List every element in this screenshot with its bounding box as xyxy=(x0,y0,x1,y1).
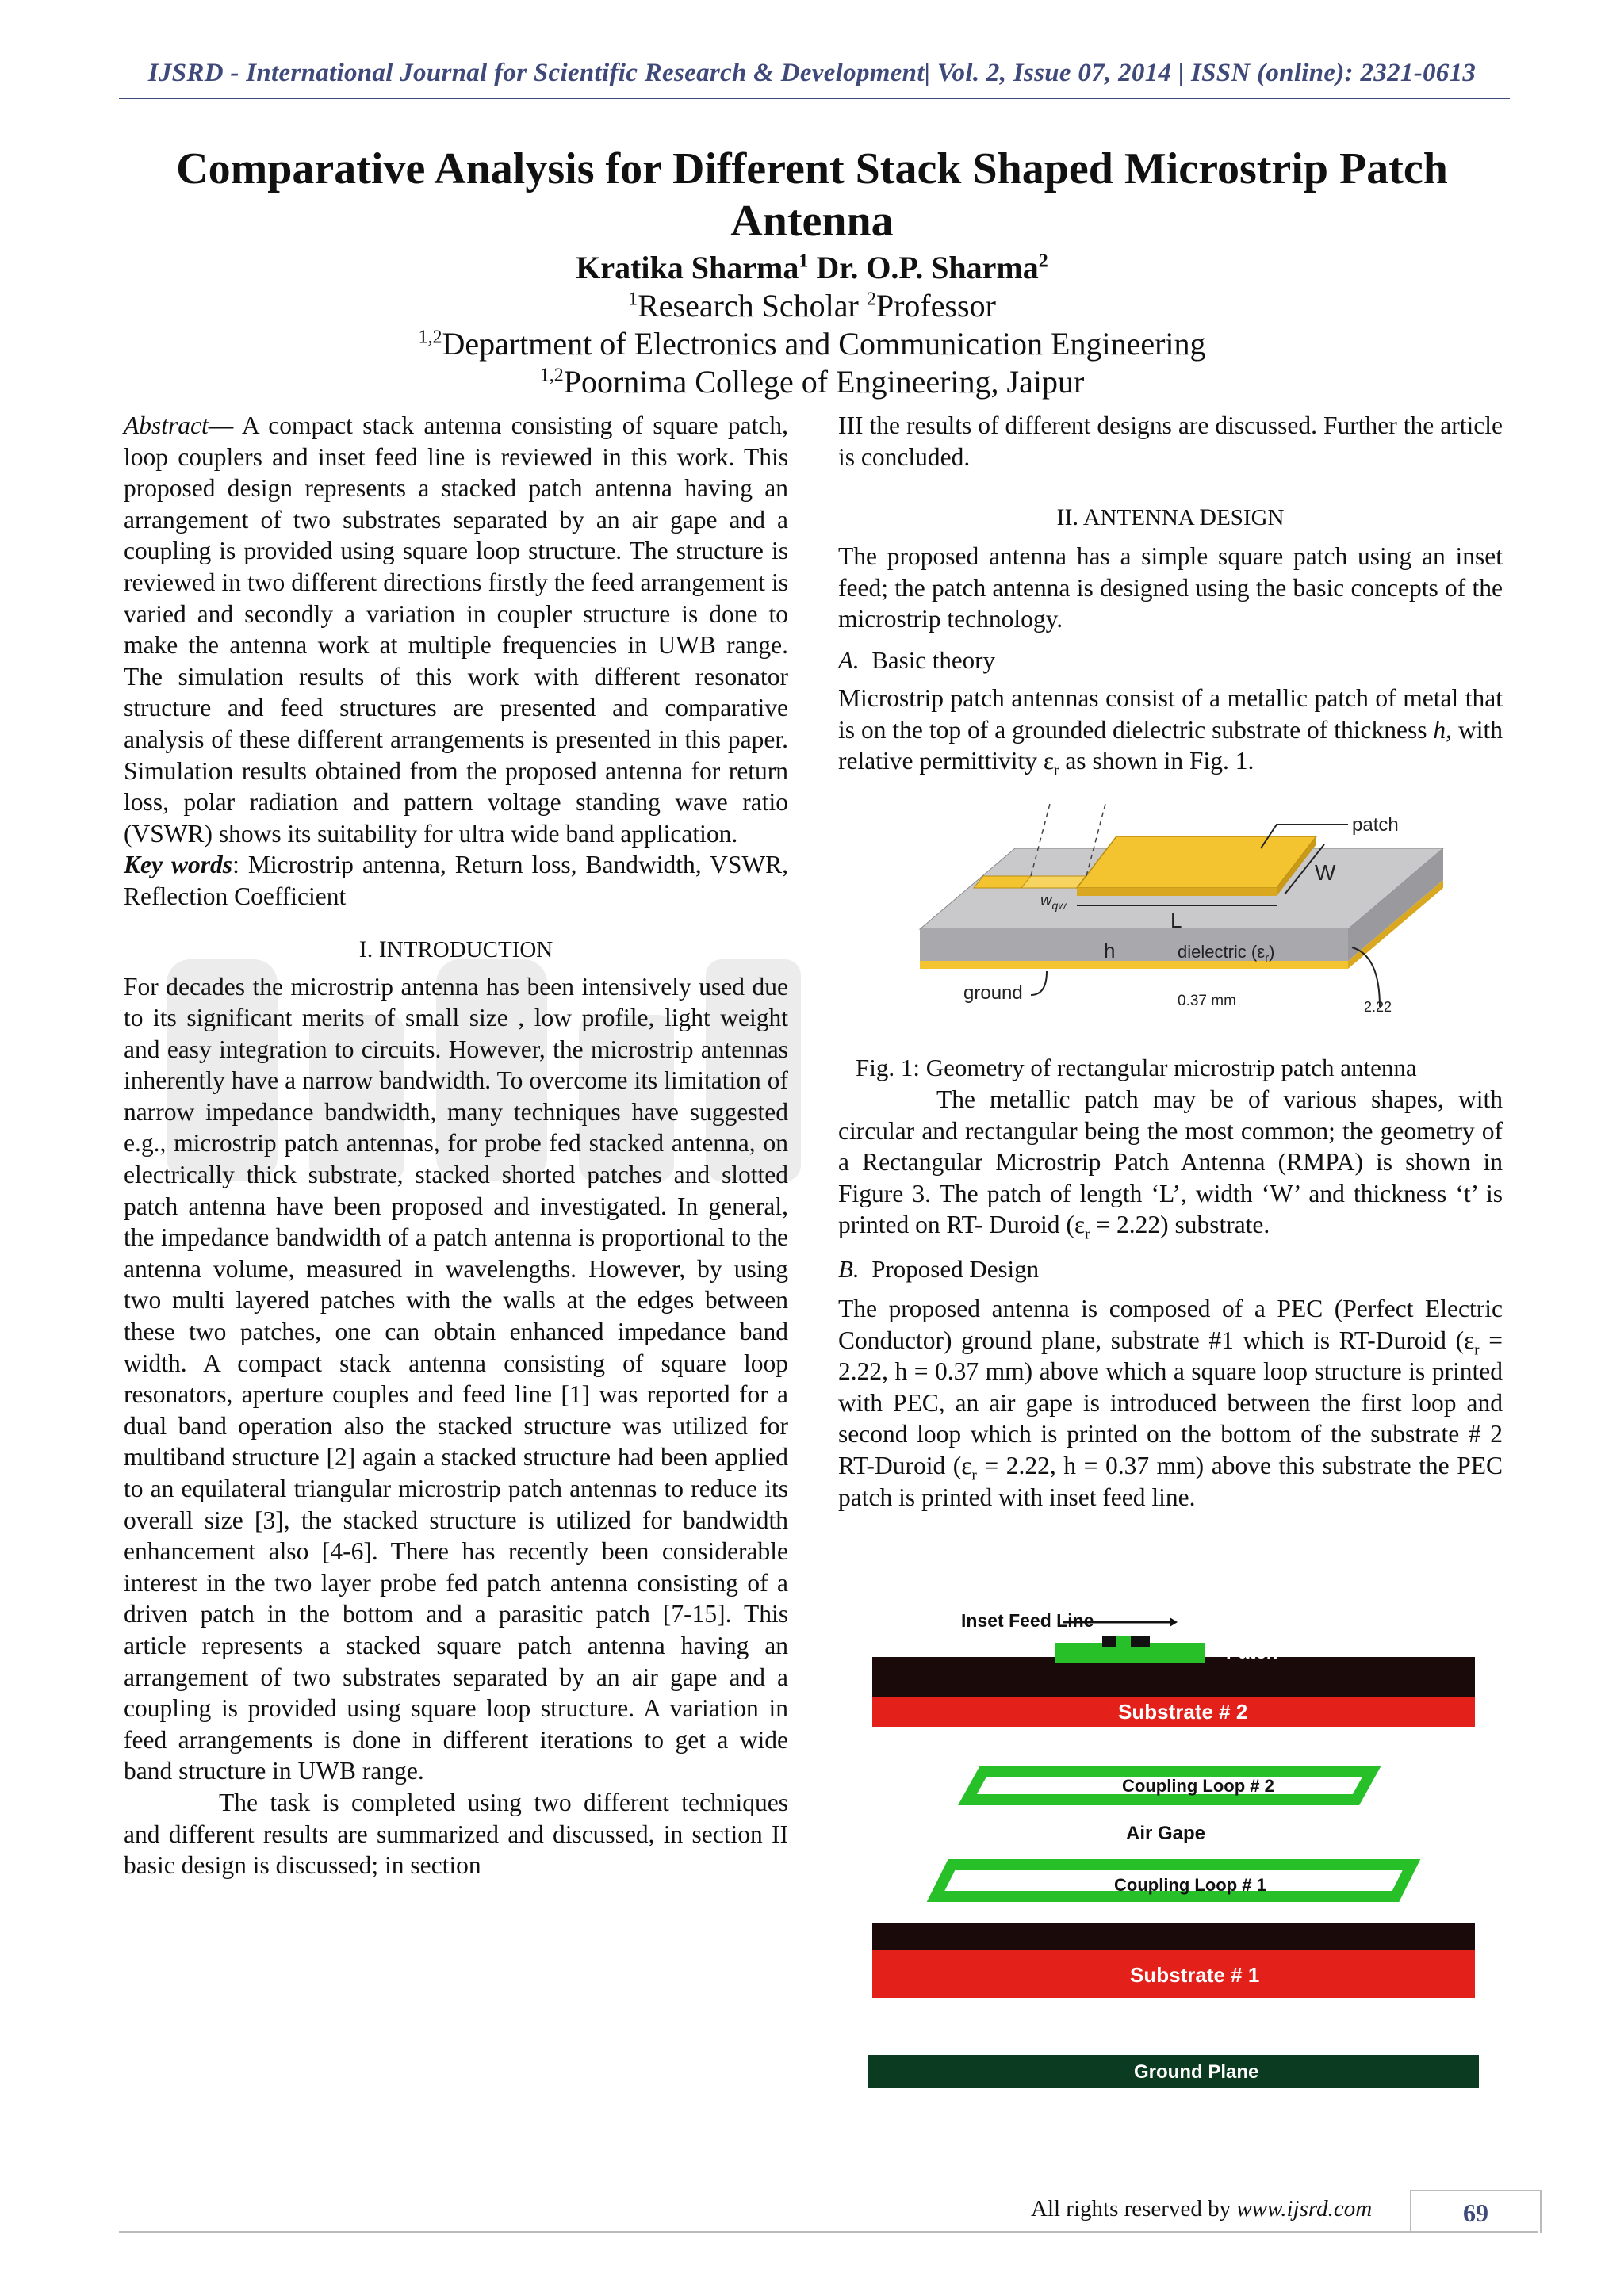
section-1-heading xyxy=(124,936,788,963)
section-2-head-second: D xyxy=(1199,504,1217,531)
substrate-front xyxy=(920,929,1348,961)
right-column-lower xyxy=(838,1052,1503,1513)
footer-site-link[interactable]: www.ijsrd.com xyxy=(1236,2196,1373,2221)
college xyxy=(119,363,1505,400)
ground-label: ground xyxy=(963,982,1023,1004)
h-label: h xyxy=(1104,939,1116,962)
patch-edge xyxy=(1077,888,1277,896)
paper-title xyxy=(135,143,1489,247)
proposed-sub-2: r xyxy=(971,1467,977,1484)
inset-feed-label: Inset Feed Line xyxy=(961,1610,1094,1631)
department-name: Department of Electronics and Communication Engineering xyxy=(442,326,1206,362)
basic-theory-paragraph xyxy=(838,683,1503,777)
abstract-paragraph xyxy=(124,410,788,849)
abstract-dash: — xyxy=(208,411,242,439)
author-2-sup: 2 xyxy=(1038,251,1048,272)
subsection-b-heading xyxy=(838,1255,1503,1284)
footer-rights-text: All rights reserved by xyxy=(1031,2196,1237,2221)
college-sup: 1,2 xyxy=(539,365,564,386)
author-1: Kratika Sharma xyxy=(576,250,799,285)
footer-rule xyxy=(119,2231,1538,2233)
proposed-text-2: = 2.22, h = 0.37 mm) above which a square loop structure is printed with PEC, an air gape is introduced between the first loop and second loop which is printed on the bottom of the substrate # 2 RT-Duroid (ε xyxy=(838,1326,1503,1479)
basic-theory-sub: r xyxy=(1054,762,1059,779)
author-1-sup: 1 xyxy=(799,251,809,272)
keywords-text: : Microstrip antenna, Return loss, Bandwidth, VSWR, Reflection Coefficient xyxy=(124,851,788,910)
keywords-paragraph xyxy=(124,849,788,912)
figure-2-stack-layers xyxy=(864,1601,1483,2101)
proposed-text-1: The proposed antenna is composed of a PEC (Perfect Electric Conductor) ground plane, substrate #1 which is RT-Duroid (ε xyxy=(838,1294,1503,1354)
substrate-1-top xyxy=(872,1923,1475,1950)
after-fig-text-2: = 2.22) substrate. xyxy=(1090,1211,1270,1239)
section-1-number: I. xyxy=(358,936,379,962)
intro-paragraph-1: For decades the microstrip antenna has been intensively used due to its significant merits of small size , low profile, light weight and easy integration to circuits. However, the microstrip antennas inherently have a narrow bandwidth. To overcome its limitation of narrow impedance bandwidth, many techniques have suggested e.g., microstrip patch antennas, for probe fed stacked antenna, on electrically thick substrate, stacked shorted patches and slotted patch antenna have been proposed and investigated. In general, the impedance bandwidth of a patch antenna is proportional to the antenna volume, measured in wavelengths. However, by using two multi layered patches with the walls at the edges between these two patches, one can obtain enhanced impedance band width. A compact stack antenna consisting of square loop resonators, aperture couples and feed line [1] was reported for a dual band operation also the stacked structure was utilized for multiband structure [2] again a stacked structure had been applied to an equilateral triangular microstrip patch antennas to reduce its overall size [3], the stacked structure is utilized for bandwidth enhancement also [4-6]. There has recently been considerable interest in the two layer probe fed patch antenna consisting of a driven patch in the bottom and a parasitic patch [7-15]. This article represents a stacked square patch antenna having an arrangement of two substrates separated by an air gape and a coupling is provided using square loop structure. A variation in feed arrangements is done in different iterations to get a wide band structure in UWB range. xyxy=(124,972,788,1785)
title-line-1: Comparative Analysis for Different Stack Shaped Microstrip Patch xyxy=(176,144,1448,193)
author-2: Dr. O.P. Sharma xyxy=(816,250,1039,285)
ground-pointer xyxy=(1031,971,1047,995)
intro-paragraph-2: The task is completed using two different techniques and different results are summarized and discussed, in section II basic design is discussed; in section xyxy=(124,1788,788,1880)
college-name: Poornima College of Engineering, Jaipur xyxy=(563,364,1085,400)
left-column xyxy=(124,410,788,1881)
header-rule xyxy=(119,98,1510,99)
author-roles xyxy=(119,287,1505,324)
section-2-head-rest-1: NTENNA xyxy=(1100,505,1200,531)
l-label: L xyxy=(1170,909,1182,932)
proposed-design-paragraph xyxy=(838,1293,1503,1513)
quarter-wave-line xyxy=(1021,876,1086,888)
abstract-label: Abstract xyxy=(124,411,209,439)
subsection-a-heading xyxy=(838,646,1503,675)
dept-sup: 1,2 xyxy=(418,327,442,348)
authors xyxy=(119,249,1505,286)
proposed-sub-1: r xyxy=(1474,1341,1480,1358)
subsection-b-label: B. xyxy=(838,1254,860,1283)
ground-plane-layer xyxy=(920,961,1348,969)
role-sup-1: 1 xyxy=(628,289,638,310)
role-1: Research Scholar xyxy=(638,288,867,323)
footer-rights xyxy=(1031,2196,1372,2222)
after-fig-text-1: The metallic patch may be of various shapes, with circular and rectangular being the most common; the geometry of a Rectangular Microstrip Patch Antenna (RMPA) is shown in Figure 3. The patch of length ‘L’, width ‘W’ and thickness ‘t’ is printed on RT- Duroid (ε xyxy=(838,1085,1503,1239)
thickness-label: 0.37 mm xyxy=(1178,993,1236,1009)
er-value-label: 2.22 xyxy=(1364,999,1392,1015)
patch-rect xyxy=(1077,836,1316,888)
basic-theory-text-3: as shown in Fig. 1. xyxy=(1059,747,1254,775)
substrate-2-label: Substrate # 2 xyxy=(1118,1700,1248,1724)
inset-feed-strip xyxy=(1116,1636,1131,1660)
department xyxy=(119,325,1505,362)
figure-1-caption: Fig. 1: Geometry of rectangular microstrip patch antenna xyxy=(856,1054,1417,1081)
patch-layer-label: Patch xyxy=(1226,1642,1278,1663)
substrate-1-label: Substrate # 1 xyxy=(1130,1963,1260,1987)
abstract-text: A compact stack antenna consisting of square patch, loop couplers and inset feed line is reviewed in this work. This proposed design represents a stacked patch antenna having an arrangement of two substrates separated by an air gape and a coupling is provided using square loop structure. The structure is reviewed in two different directions firstly the feed arrangement is varied and secondly a variation in coupler structure is done to make the antenna work at multiple frequencies in UWB range. The simulation results of this work with different resonator structure and feed structures are presented and comparative analysis of these different arrangements is presented in this paper. Simulation results obtained from the proposed antenna for return loss, polar radiation and pattern voltage standing wave ratio (VSWR) shows its suitability for ultra wide band application. xyxy=(124,411,789,848)
patch-label: patch xyxy=(1352,814,1399,836)
page-number: 69 xyxy=(1410,2190,1542,2233)
after-fig-sub: r xyxy=(1085,1226,1090,1243)
right-column xyxy=(838,410,1503,777)
proposed-text-3: = 2.22, h = 0.37 mm) above this substrate the PEC patch is printed with inset feed line. xyxy=(838,1451,1503,1511)
section-2-head-first: A xyxy=(1082,504,1101,531)
basic-theory-text-1: Microstrip patch antennas consist of a metallic patch of metal that is on the top of a grounded dielectric substrate of thickness xyxy=(838,683,1503,744)
basic-theory-h: h xyxy=(1433,715,1446,744)
basic-theory-text-2: , with relative permittivity ε xyxy=(838,715,1503,775)
inset-feed-arrowhead xyxy=(1170,1617,1178,1627)
air-gap-label: Air Gape xyxy=(1126,1823,1206,1844)
section-1-head-first: I xyxy=(378,936,387,962)
ground-plane-label: Ground Plane xyxy=(1134,2061,1259,2083)
w-label: W xyxy=(1315,860,1336,885)
after-figure-paragraph xyxy=(838,1084,1503,1241)
coupling-loop-1-label: Coupling Loop # 1 xyxy=(1114,1875,1266,1895)
section-2-intro: The proposed antenna has a simple square patch using an inset feed; the patch antenna is designed using the basic concepts of the microstrip technology. xyxy=(838,542,1503,633)
keywords-label: Key words xyxy=(124,851,233,879)
role-sup-2: 2 xyxy=(866,289,876,310)
section-2-number: II. xyxy=(1056,504,1083,531)
dielectric-label: dielectric $(\varepsilon_r)$ xyxy=(1178,942,1275,965)
section-1-head-rest: NTRODUCTION xyxy=(386,936,553,962)
intro-paragraph-2-cont: III the results of different designs are discussed. Further the article is concluded. xyxy=(838,411,1503,471)
title-line-2: Antenna xyxy=(730,197,894,246)
section-2-head-rest-2: ESIGN xyxy=(1216,505,1285,531)
role-2: Professor xyxy=(875,288,996,323)
coupling-loop-2-label: Coupling Loop # 2 xyxy=(1122,1776,1274,1796)
section-2-heading xyxy=(838,504,1503,531)
subsection-a-label: A. xyxy=(838,645,860,674)
figure-1-microstrip-geometry xyxy=(904,801,1451,1015)
subsection-b-title: Proposed Design xyxy=(871,1254,1040,1283)
journal-header: IJSRD - International Journal for Scientific Research & Development| Vol. 2, Issue 07, 2014 | ISSN (online): 2321-0613 xyxy=(147,59,1477,87)
subsection-a-title: Basic theory xyxy=(871,645,996,674)
wqw-label: $w_{qw}$ xyxy=(1040,892,1067,912)
